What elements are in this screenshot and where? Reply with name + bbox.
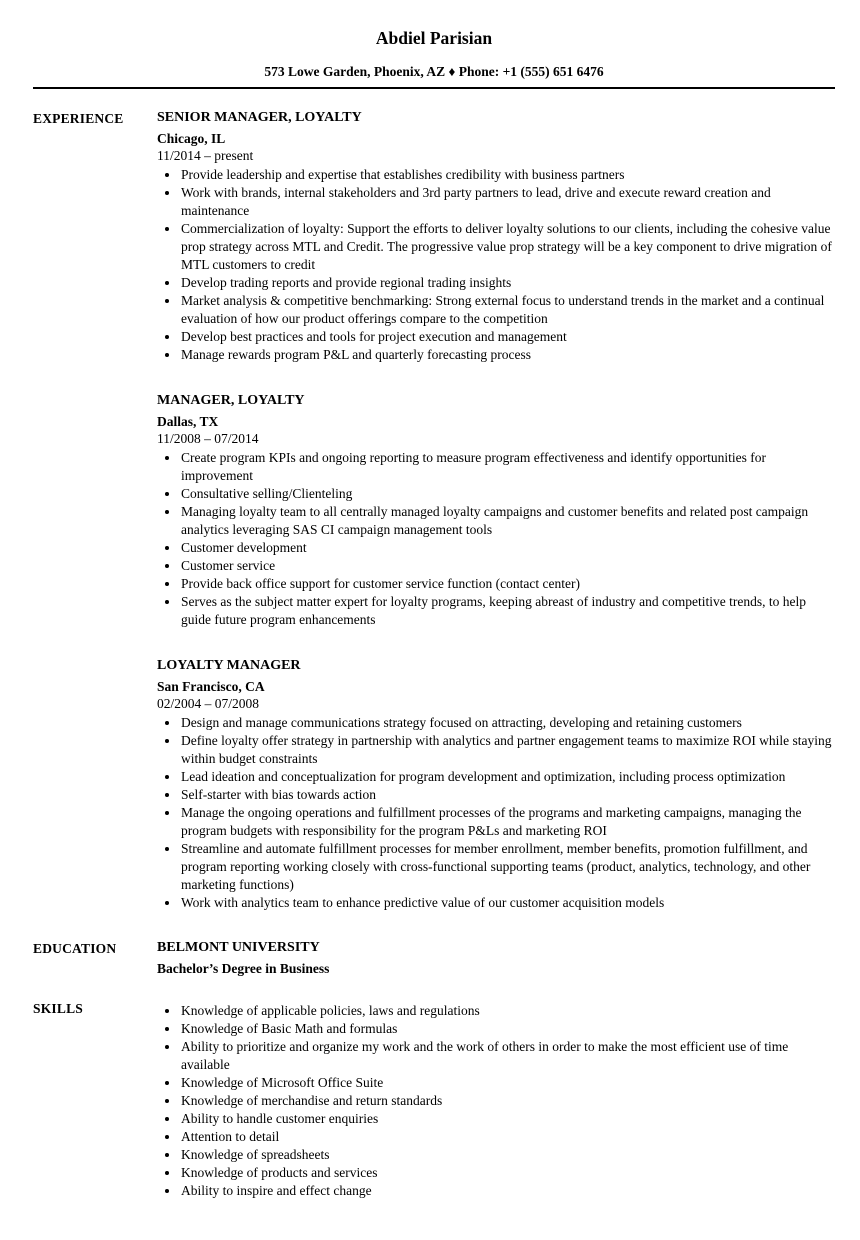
skills-section xyxy=(33,1000,835,1200)
job-dates: 11/2008 – 07/2014 xyxy=(157,431,259,446)
bullet-item: • Work with analytics team to enhance predictive value of our customer acquisition models xyxy=(180,894,835,912)
skills-list xyxy=(157,1002,835,1200)
bullet-item: • Serves as the subject matter expert for loyalty programs, keeping abreast of industry and competitive trends, to help guide future program enhancements xyxy=(180,593,835,629)
education-section xyxy=(33,940,835,977)
skill-item: • Knowledge of spreadsheets xyxy=(180,1146,835,1164)
bullet-item: • Work with brands, internal stakeholders and 3rd party partners to lead, drive and execute reward creation and maintenance xyxy=(180,184,835,220)
bullet-item: • Market analysis & competitive benchmarking: Strong external focus to understand trends in the market and a continual evaluation of how our product offerings compare to the competition xyxy=(180,292,835,328)
bullet-item: • Provide back office support for customer service function (contact center) xyxy=(180,575,835,593)
bullet-item: • Design and manage communications strategy focused on attracting, developing and retaining customers xyxy=(180,714,835,732)
experience-content xyxy=(157,110,835,912)
bullet-item: • Manage rewards program P&L and quarterly forecasting process xyxy=(180,346,835,364)
job-title: SENIOR MANAGER, LOYALTY xyxy=(157,110,362,125)
skill-item: • Ability to inspire and effect change xyxy=(180,1182,835,1200)
bullet-item: • Customer service xyxy=(180,557,835,575)
experience-section xyxy=(33,110,835,912)
section-label-experience: EXPERIENCE xyxy=(33,111,124,126)
header-divider xyxy=(33,87,835,89)
skill-item: • Knowledge of products and services xyxy=(180,1164,835,1182)
bullet-item: • Define loyalty offer strategy in partnership with analytics and partner engagement teams to maximize ROI while staying within budget constraints xyxy=(180,732,835,768)
bullet-item: • Self-starter with bias towards action xyxy=(180,786,835,804)
bullet-item: • Manage the ongoing operations and fulfillment processes of the programs and marketing campaigns, managing the program budgets with responsibility for the program P&Ls and marketing ROI xyxy=(180,804,835,840)
skill-item: • Ability to prioritize and organize my work and the work of others in order to make the most efficient use of time available xyxy=(180,1038,835,1074)
job-bullet-list xyxy=(157,449,835,629)
job-bullet-list xyxy=(157,166,835,364)
section-label-education: EDUCATION xyxy=(33,941,117,956)
skill-item: • Knowledge of Basic Math and formulas xyxy=(180,1020,835,1038)
school-name: BELMONT UNIVERSITY xyxy=(157,940,320,955)
bullet-item: • Lead ideation and conceptualization for program development and optimization, including process optimization xyxy=(180,768,835,786)
bullet-item: • Commercialization of loyalty: Support the efforts to deliver loyalty solutions to our clients, including the cohesive value prop strategy across MTL and Credit. The progressive value prop strategy will be a key component to drive migration of MTL customers to credit xyxy=(180,220,835,274)
job-title: MANAGER, LOYALTY xyxy=(157,393,305,408)
bullet-item: • Consultative selling/Clienteling xyxy=(180,485,835,503)
bullet-item: • Create program KPIs and ongoing reporting to measure program effectiveness and identify opportunities for improvement xyxy=(180,449,835,485)
bullet-item: • Develop trading reports and provide regional trading insights xyxy=(180,274,835,292)
job-entry-senior-manager-loyalty xyxy=(157,110,835,364)
job-dates: 11/2014 – present xyxy=(157,148,254,163)
skill-item: • Ability to handle customer enquiries xyxy=(180,1110,835,1128)
section-label-skills: SKILLS xyxy=(33,1001,83,1016)
job-entry-loyalty-manager xyxy=(157,658,835,912)
skills-content xyxy=(157,1000,835,1200)
candidate-name: Abdiel Parisian xyxy=(375,28,493,48)
education-content xyxy=(157,940,835,977)
skill-item: • Knowledge of Microsoft Office Suite xyxy=(180,1074,835,1092)
bullet-item: • Provide leadership and expertise that establishes credibility with business partners xyxy=(180,166,835,184)
job-title: LOYALTY MANAGER xyxy=(157,658,301,673)
job-location: Chicago, IL xyxy=(157,131,226,146)
bullet-item: • Develop best practices and tools for project execution and management xyxy=(180,328,835,346)
bullet-item: • Streamline and automate fulfillment processes for member enrollment, member benefits, promotion fulfillment, and program reporting working closely with cross-functional supporting teams (product, analytics, technology, and other marketing functions) xyxy=(180,840,835,894)
job-dates: 02/2004 – 07/2008 xyxy=(157,696,260,711)
skill-item: • Attention to detail xyxy=(180,1128,835,1146)
job-location: San Francisco, CA xyxy=(157,679,265,694)
job-bullet-list xyxy=(157,714,835,912)
job-entry-manager-loyalty xyxy=(157,393,835,629)
job-location: Dallas, TX xyxy=(157,414,219,429)
skill-item: • Knowledge of merchandise and return standards xyxy=(180,1092,835,1110)
degree-name: Bachelor’s Degree in Business xyxy=(157,961,330,976)
skill-item: • Knowledge of applicable policies, laws and regulations xyxy=(180,1002,835,1020)
bullet-item: • Customer development xyxy=(180,539,835,557)
bullet-item: • Managing loyalty team to all centrally managed loyalty campaigns and customer benefits and related post campaign analytics leveraging SAS CI campaign management tools xyxy=(180,503,835,539)
resume-header xyxy=(33,28,835,89)
contact-line: 573 Lowe Garden, Phoenix, AZ ♦ Phone: +1 (555) 651 6476 xyxy=(264,64,604,79)
